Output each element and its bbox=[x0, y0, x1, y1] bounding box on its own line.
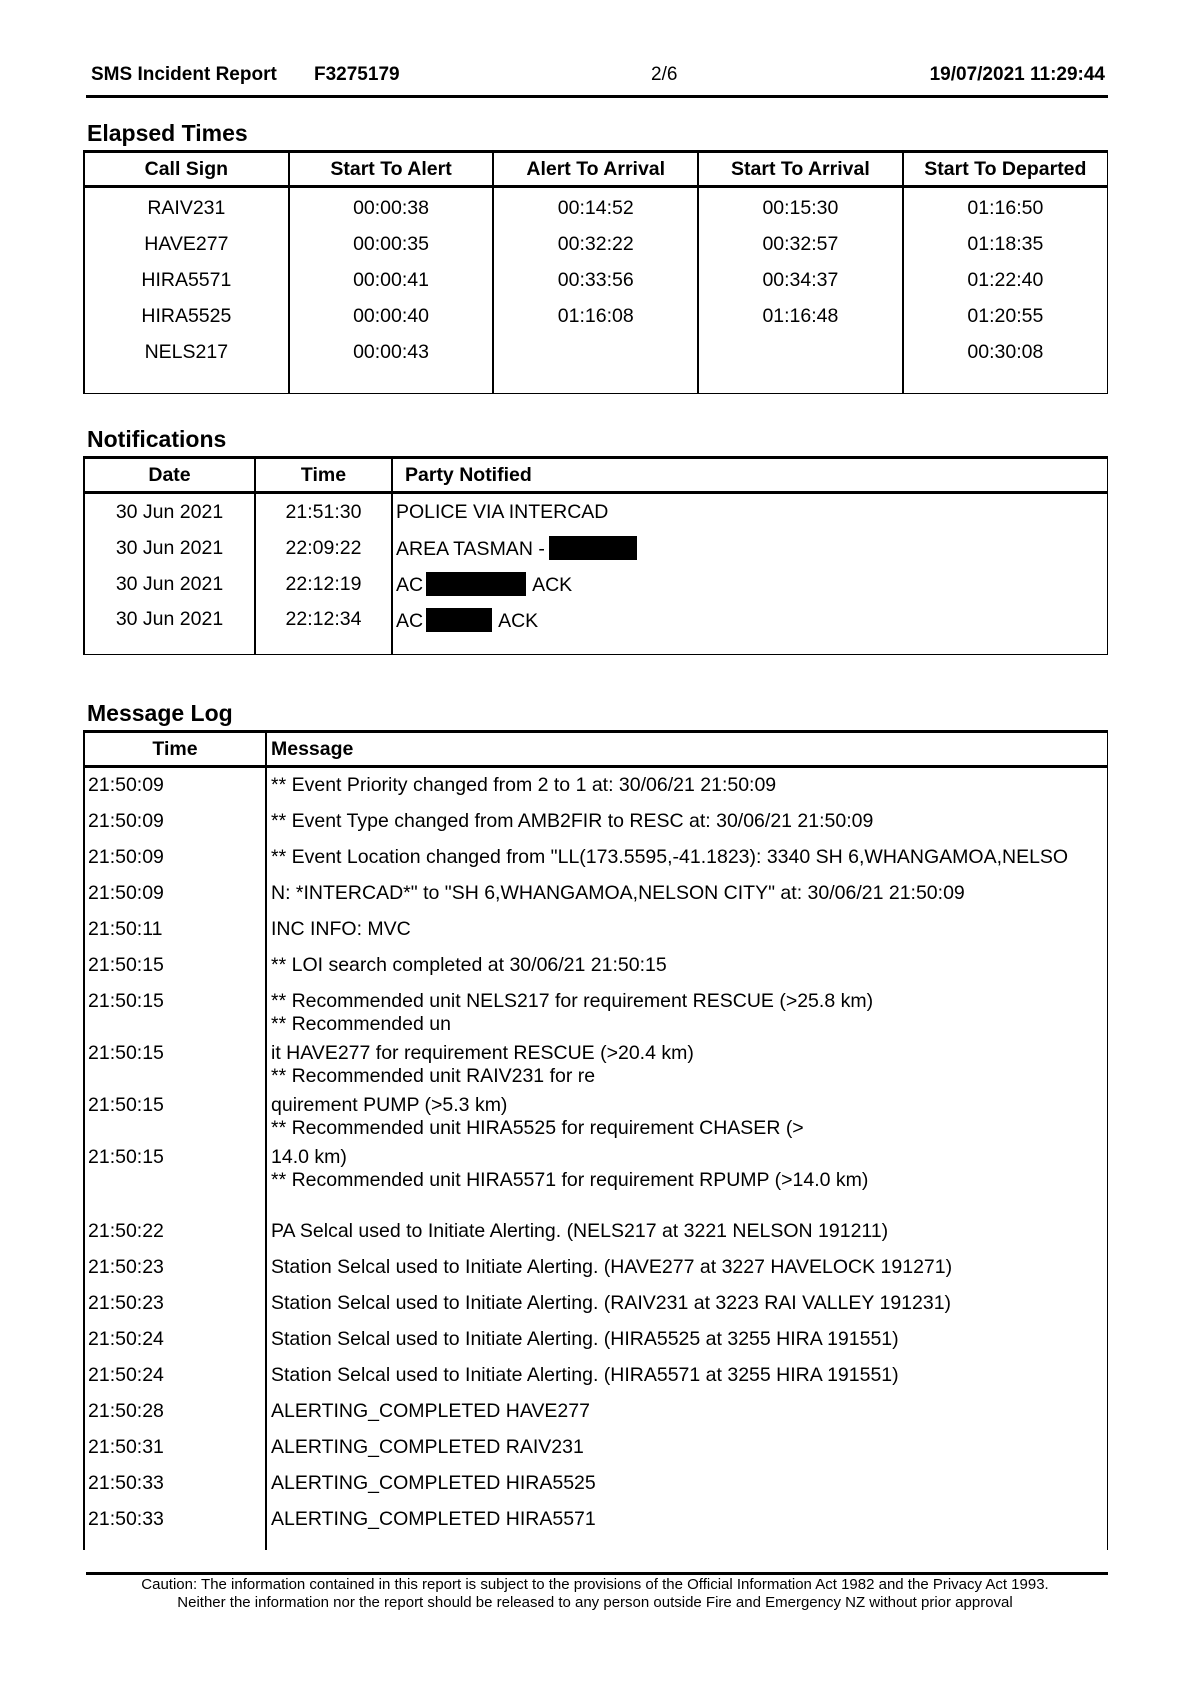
table-row bbox=[84, 912, 1108, 948]
date-cell: 30 Jun 2021 bbox=[84, 493, 255, 531]
party-text: AREA TASMAN - bbox=[396, 537, 545, 560]
message-line: Station Selcal used to Initiate Alerting. (HIRA5525 at 3255 HIRA 191551) bbox=[271, 1328, 899, 1350]
table-row bbox=[84, 948, 1108, 984]
table-row bbox=[84, 1250, 1108, 1286]
message-line: ** Recommended unit RAIV231 for re bbox=[271, 1064, 596, 1087]
elapsed-time-cell: 00:00:35 bbox=[289, 226, 494, 262]
elapsed-time-cell: 00:32:57 bbox=[698, 226, 903, 262]
table-row bbox=[84, 1036, 1108, 1088]
table-row bbox=[84, 334, 1108, 394]
message-cell bbox=[266, 1214, 1108, 1250]
call-sign-cell: HAVE277 bbox=[84, 226, 289, 262]
message-log-table bbox=[83, 730, 1108, 1550]
table-row bbox=[84, 187, 1108, 227]
time-cell: 21:50:31 bbox=[84, 1430, 266, 1466]
time-cell: 21:50:28 bbox=[84, 1394, 266, 1430]
message-cell bbox=[266, 1466, 1108, 1502]
column-header: Call Sign bbox=[84, 152, 289, 187]
message-line: ** Event Location changed from "LL(173.5595,-41.1823): 3340 SH 6,WHANGAMOA,NELSO bbox=[271, 846, 1069, 868]
column-header: Start To Departed bbox=[903, 152, 1108, 187]
elapsed-times-title: Elapsed Times bbox=[87, 120, 248, 146]
table-row bbox=[84, 298, 1108, 334]
time-cell: 21:50:15 bbox=[84, 948, 266, 984]
incident-id: F3275179 bbox=[314, 64, 400, 85]
elapsed-time-cell: 00:15:30 bbox=[698, 187, 903, 227]
time-cell: 21:50:11 bbox=[84, 912, 266, 948]
party-suffix: ACK bbox=[498, 610, 539, 632]
message-line: ** Event Type changed from AMB2FIR to RESC at: 30/06/21 21:50:09 bbox=[271, 810, 874, 832]
elapsed-times-table bbox=[83, 150, 1108, 394]
table-row bbox=[84, 1322, 1108, 1358]
table-row bbox=[84, 493, 1108, 531]
column-header-time: Time bbox=[84, 732, 266, 767]
call-sign-cell: NELS217 bbox=[84, 334, 289, 394]
column-header: Start To Arrival bbox=[698, 152, 903, 187]
redaction-block bbox=[426, 608, 492, 632]
table-row bbox=[84, 1358, 1108, 1394]
date-cell: 30 Jun 2021 bbox=[84, 530, 255, 566]
report-title: SMS Incident Report bbox=[91, 64, 277, 85]
table-row bbox=[84, 1466, 1108, 1502]
table-row bbox=[84, 984, 1108, 1036]
message-cell bbox=[266, 1250, 1108, 1286]
time-cell: 21:50:23 bbox=[84, 1286, 266, 1322]
time-cell: 22:12:19 bbox=[255, 566, 392, 602]
notifications-title: Notifications bbox=[87, 426, 227, 452]
time-cell: 21:50:33 bbox=[84, 1466, 266, 1502]
redaction-block bbox=[549, 536, 637, 560]
message-line: ALERTING_COMPLETED HIRA5571 bbox=[271, 1508, 596, 1530]
table-row bbox=[84, 1088, 1108, 1140]
time-cell: 21:50:15 bbox=[84, 984, 266, 1036]
elapsed-time-cell: 00:00:43 bbox=[289, 334, 494, 394]
time-cell: 21:50:09 bbox=[84, 876, 266, 912]
message-cell bbox=[266, 1502, 1108, 1550]
elapsed-time-cell: 01:18:35 bbox=[903, 226, 1108, 262]
message-cell bbox=[266, 767, 1108, 805]
party-notified-cell bbox=[392, 530, 1108, 566]
time-cell: 21:50:22 bbox=[84, 1214, 266, 1250]
table-row bbox=[84, 1214, 1108, 1250]
date-cell: 30 Jun 2021 bbox=[84, 602, 255, 655]
column-header-date: Date bbox=[84, 458, 255, 493]
message-cell bbox=[266, 876, 1108, 912]
message-line: ** LOI search completed at 30/06/21 21:50:15 bbox=[271, 954, 667, 976]
table-row bbox=[84, 1430, 1108, 1466]
message-line: ** Recommended un bbox=[271, 1012, 451, 1035]
table-row bbox=[84, 804, 1108, 840]
message-cell bbox=[266, 1140, 1108, 1214]
elapsed-time-cell: 01:22:40 bbox=[903, 262, 1108, 298]
column-header-party-notified: Party Notified bbox=[392, 458, 1108, 493]
time-cell: 21:51:30 bbox=[255, 493, 392, 531]
page-number: 2/6 bbox=[651, 64, 678, 85]
message-line: quirement PUMP (>5.3 km) bbox=[271, 1094, 508, 1116]
message-cell bbox=[266, 948, 1108, 984]
message-cell bbox=[266, 1036, 1108, 1088]
message-cell bbox=[266, 1358, 1108, 1394]
time-cell: 21:50:24 bbox=[84, 1322, 266, 1358]
printed-timestamp: 19/07/2021 11:29:44 bbox=[929, 64, 1105, 85]
message-line: Station Selcal used to Initiate Alerting. (RAIV231 at 3223 RAI VALLEY 191231) bbox=[271, 1292, 952, 1314]
elapsed-time-cell: 00:14:52 bbox=[493, 187, 698, 227]
party-suffix: ACK bbox=[532, 573, 573, 596]
call-sign-cell: HIRA5571 bbox=[84, 262, 289, 298]
message-log-title: Message Log bbox=[87, 700, 233, 726]
elapsed-time-cell: 00:34:37 bbox=[698, 262, 903, 298]
message-line: it HAVE277 for requirement RESCUE (>20.4 km) bbox=[271, 1042, 694, 1064]
elapsed-time-cell: 00:00:40 bbox=[289, 298, 494, 334]
column-header: Start To Alert bbox=[289, 152, 494, 187]
time-cell: 21:50:23 bbox=[84, 1250, 266, 1286]
column-header-message: Message bbox=[266, 732, 1108, 767]
message-line: ** Recommended unit HIRA5525 for requirement CHASER (> bbox=[271, 1116, 804, 1139]
table-row bbox=[84, 767, 1108, 805]
time-cell: 22:12:34 bbox=[255, 602, 392, 655]
elapsed-time-cell bbox=[493, 334, 698, 394]
table-row bbox=[84, 876, 1108, 912]
message-cell bbox=[266, 1088, 1108, 1140]
message-line: ALERTING_COMPLETED HAVE277 bbox=[271, 1400, 590, 1422]
time-cell: 21:50:09 bbox=[84, 840, 266, 876]
time-cell: 21:50:15 bbox=[84, 1036, 266, 1088]
time-cell: 21:50:24 bbox=[84, 1358, 266, 1394]
footer-caution bbox=[0, 1576, 1190, 1612]
elapsed-time-cell: 00:00:38 bbox=[289, 187, 494, 227]
message-line: ALERTING_COMPLETED HIRA5525 bbox=[271, 1472, 596, 1494]
message-line: PA Selcal used to Initiate Alerting. (NELS217 at 3221 NELSON 191211) bbox=[271, 1220, 889, 1242]
table-row bbox=[84, 1502, 1108, 1550]
elapsed-time-cell: 01:16:50 bbox=[903, 187, 1108, 227]
time-cell: 21:50:15 bbox=[84, 1088, 266, 1140]
table-row bbox=[84, 566, 1108, 602]
message-cell bbox=[266, 1286, 1108, 1322]
message-cell bbox=[266, 804, 1108, 840]
party-notified-cell bbox=[392, 493, 1108, 531]
elapsed-time-cell: 01:16:48 bbox=[698, 298, 903, 334]
message-cell bbox=[266, 984, 1108, 1036]
elapsed-time-cell: 00:00:41 bbox=[289, 262, 494, 298]
elapsed-time-cell: 01:20:55 bbox=[903, 298, 1108, 334]
message-cell bbox=[266, 840, 1108, 876]
message-line: Station Selcal used to Initiate Alerting. (HAVE277 at 3227 HAVELOCK 191271) bbox=[271, 1256, 953, 1278]
footer-line-2: Neither the information nor the report should be released to any person outside Fire and Emergency NZ without prior approval bbox=[177, 1594, 1013, 1611]
date-cell: 30 Jun 2021 bbox=[84, 566, 255, 602]
table-row bbox=[84, 530, 1108, 566]
message-line: ** Recommended unit HIRA5571 for requirement RPUMP (>14.0 km) bbox=[271, 1168, 869, 1191]
table-row bbox=[84, 226, 1108, 262]
redaction-block bbox=[426, 572, 526, 596]
message-cell bbox=[266, 1430, 1108, 1466]
message-cell bbox=[266, 912, 1108, 948]
elapsed-time-cell: 00:32:22 bbox=[493, 226, 698, 262]
message-line: ALERTING_COMPLETED RAIV231 bbox=[271, 1436, 584, 1458]
message-cell bbox=[266, 1394, 1108, 1430]
message-line: INC INFO: MVC bbox=[271, 918, 411, 940]
elapsed-time-cell: 00:30:08 bbox=[903, 334, 1108, 394]
time-cell: 21:50:09 bbox=[84, 804, 266, 840]
header-divider bbox=[86, 95, 1108, 98]
party-text: POLICE VIA INTERCAD bbox=[396, 500, 609, 523]
footer-line-1: Caution: The information contained in this report is subject to the provisions of the Official Information Act 1982 and the Privacy Act 1993. bbox=[141, 1576, 1049, 1593]
party-notified-cell bbox=[392, 566, 1108, 602]
message-line: 14.0 km) bbox=[271, 1146, 347, 1168]
message-line: N: *INTERCAD*" to "SH 6,WHANGAMOA,NELSON CITY" at: 30/06/21 21:50:09 bbox=[271, 882, 965, 904]
time-cell: 21:50:09 bbox=[84, 767, 266, 805]
call-sign-cell: RAIV231 bbox=[84, 187, 289, 227]
footer-divider bbox=[86, 1572, 1108, 1575]
column-header-time: Time bbox=[255, 458, 392, 493]
time-cell: 21:50:15 bbox=[84, 1140, 266, 1214]
table-row bbox=[84, 602, 1108, 655]
column-header: Alert To Arrival bbox=[493, 152, 698, 187]
table-row bbox=[84, 1286, 1108, 1322]
elapsed-time-cell: 00:33:56 bbox=[493, 262, 698, 298]
table-row bbox=[84, 1140, 1108, 1214]
time-cell: 21:50:33 bbox=[84, 1502, 266, 1550]
message-line: ** Event Priority changed from 2 to 1 at: 30/06/21 21:50:09 bbox=[271, 774, 777, 796]
table-row bbox=[84, 262, 1108, 298]
elapsed-time-cell bbox=[698, 334, 903, 394]
party-notified-cell bbox=[392, 602, 1108, 655]
table-row bbox=[84, 1394, 1108, 1430]
message-line: Station Selcal used to Initiate Alerting. (HIRA5571 at 3255 HIRA 191551) bbox=[271, 1364, 899, 1386]
notifications-table bbox=[83, 456, 1108, 655]
party-text: AC bbox=[396, 610, 424, 632]
party-text: AC bbox=[396, 573, 424, 596]
message-cell bbox=[266, 1322, 1108, 1358]
elapsed-time-cell: 01:16:08 bbox=[493, 298, 698, 334]
table-row bbox=[84, 840, 1108, 876]
time-cell: 22:09:22 bbox=[255, 530, 392, 566]
message-line: ** Recommended unit NELS217 for requirement RESCUE (>25.8 km) bbox=[271, 990, 874, 1012]
call-sign-cell: HIRA5525 bbox=[84, 298, 289, 334]
